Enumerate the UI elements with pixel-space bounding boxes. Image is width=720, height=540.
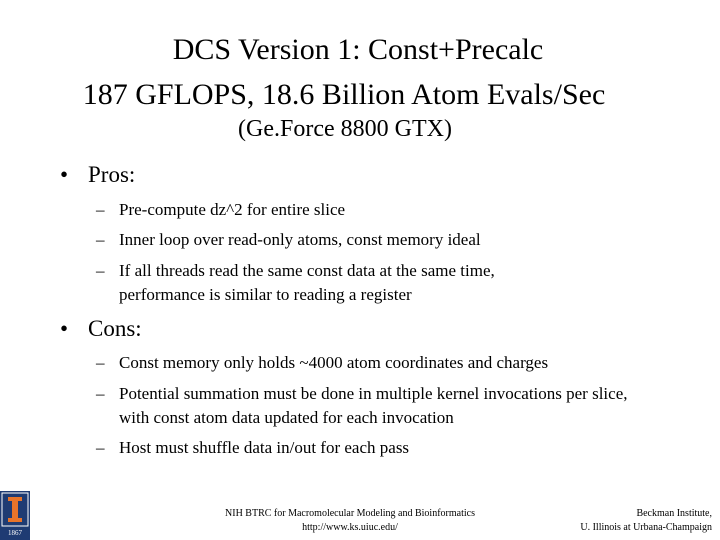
pros-item-text: Inner loop over read-only atoms, const memory ideal: [119, 230, 481, 249]
logo-block-i-bottom: [8, 518, 22, 522]
slide-subtitle: 187 GFLOPS, 18.6 Billion Atom Evals/Sec: [82, 78, 606, 111]
dash-icon: –: [96, 200, 105, 219]
dash-icon: –: [96, 230, 105, 249]
pros-item-text: If all threads read the same const data at the same time, performance is similar to reading a register: [119, 261, 495, 304]
footer-university: U. Illinois at Urbana-Champaign: [580, 522, 712, 533]
logo-year: 1867: [8, 529, 22, 537]
bullet-icon: •: [60, 316, 69, 341]
university-logo-icon: [0, 491, 30, 540]
cons-bullet: [60, 316, 142, 342]
dash-icon: –: [96, 261, 105, 280]
logo-block-i-stem: [12, 501, 18, 518]
pros-item: [96, 259, 566, 307]
bullet-icon: •: [60, 162, 69, 187]
dash-icon: –: [96, 384, 105, 403]
footer-institute: Beckman Institute,: [636, 508, 712, 519]
pros-label: Pros:: [88, 162, 136, 187]
footer-right: [580, 507, 712, 535]
footer-org: NIH BTRC for Macromolecular Modeling and Bioinformatics: [225, 508, 475, 519]
logo-block-i-top: [8, 497, 22, 501]
cons-item: [96, 351, 696, 375]
footer-center: [205, 507, 495, 535]
pros-item-text: Pre-compute dz^2 for entire slice: [119, 200, 346, 219]
dash-icon: –: [96, 353, 105, 372]
cons-item-text: Const memory only holds ~4000 atom coordinates and charges: [119, 353, 549, 372]
cons-label: Cons:: [88, 316, 142, 341]
cons-item: [96, 382, 656, 430]
pros-item: [96, 198, 696, 222]
footer-url: http://www.ks.uiuc.edu/: [302, 522, 398, 533]
dash-icon: –: [96, 438, 105, 457]
cons-item-text: Host must shuffle data in/out for each pass: [119, 438, 410, 457]
slide-title: DCS Version 1: Const+Precalc: [172, 33, 544, 66]
pros-item: [96, 228, 696, 252]
cons-item-text: Potential summation must be done in multiple kernel invocations per slice, with const atom data updated for each invocation: [119, 384, 628, 427]
gpu-name: (Ge.Force 8800 GTX): [238, 116, 452, 142]
pros-bullet: [60, 162, 135, 188]
cons-item: [96, 436, 696, 460]
